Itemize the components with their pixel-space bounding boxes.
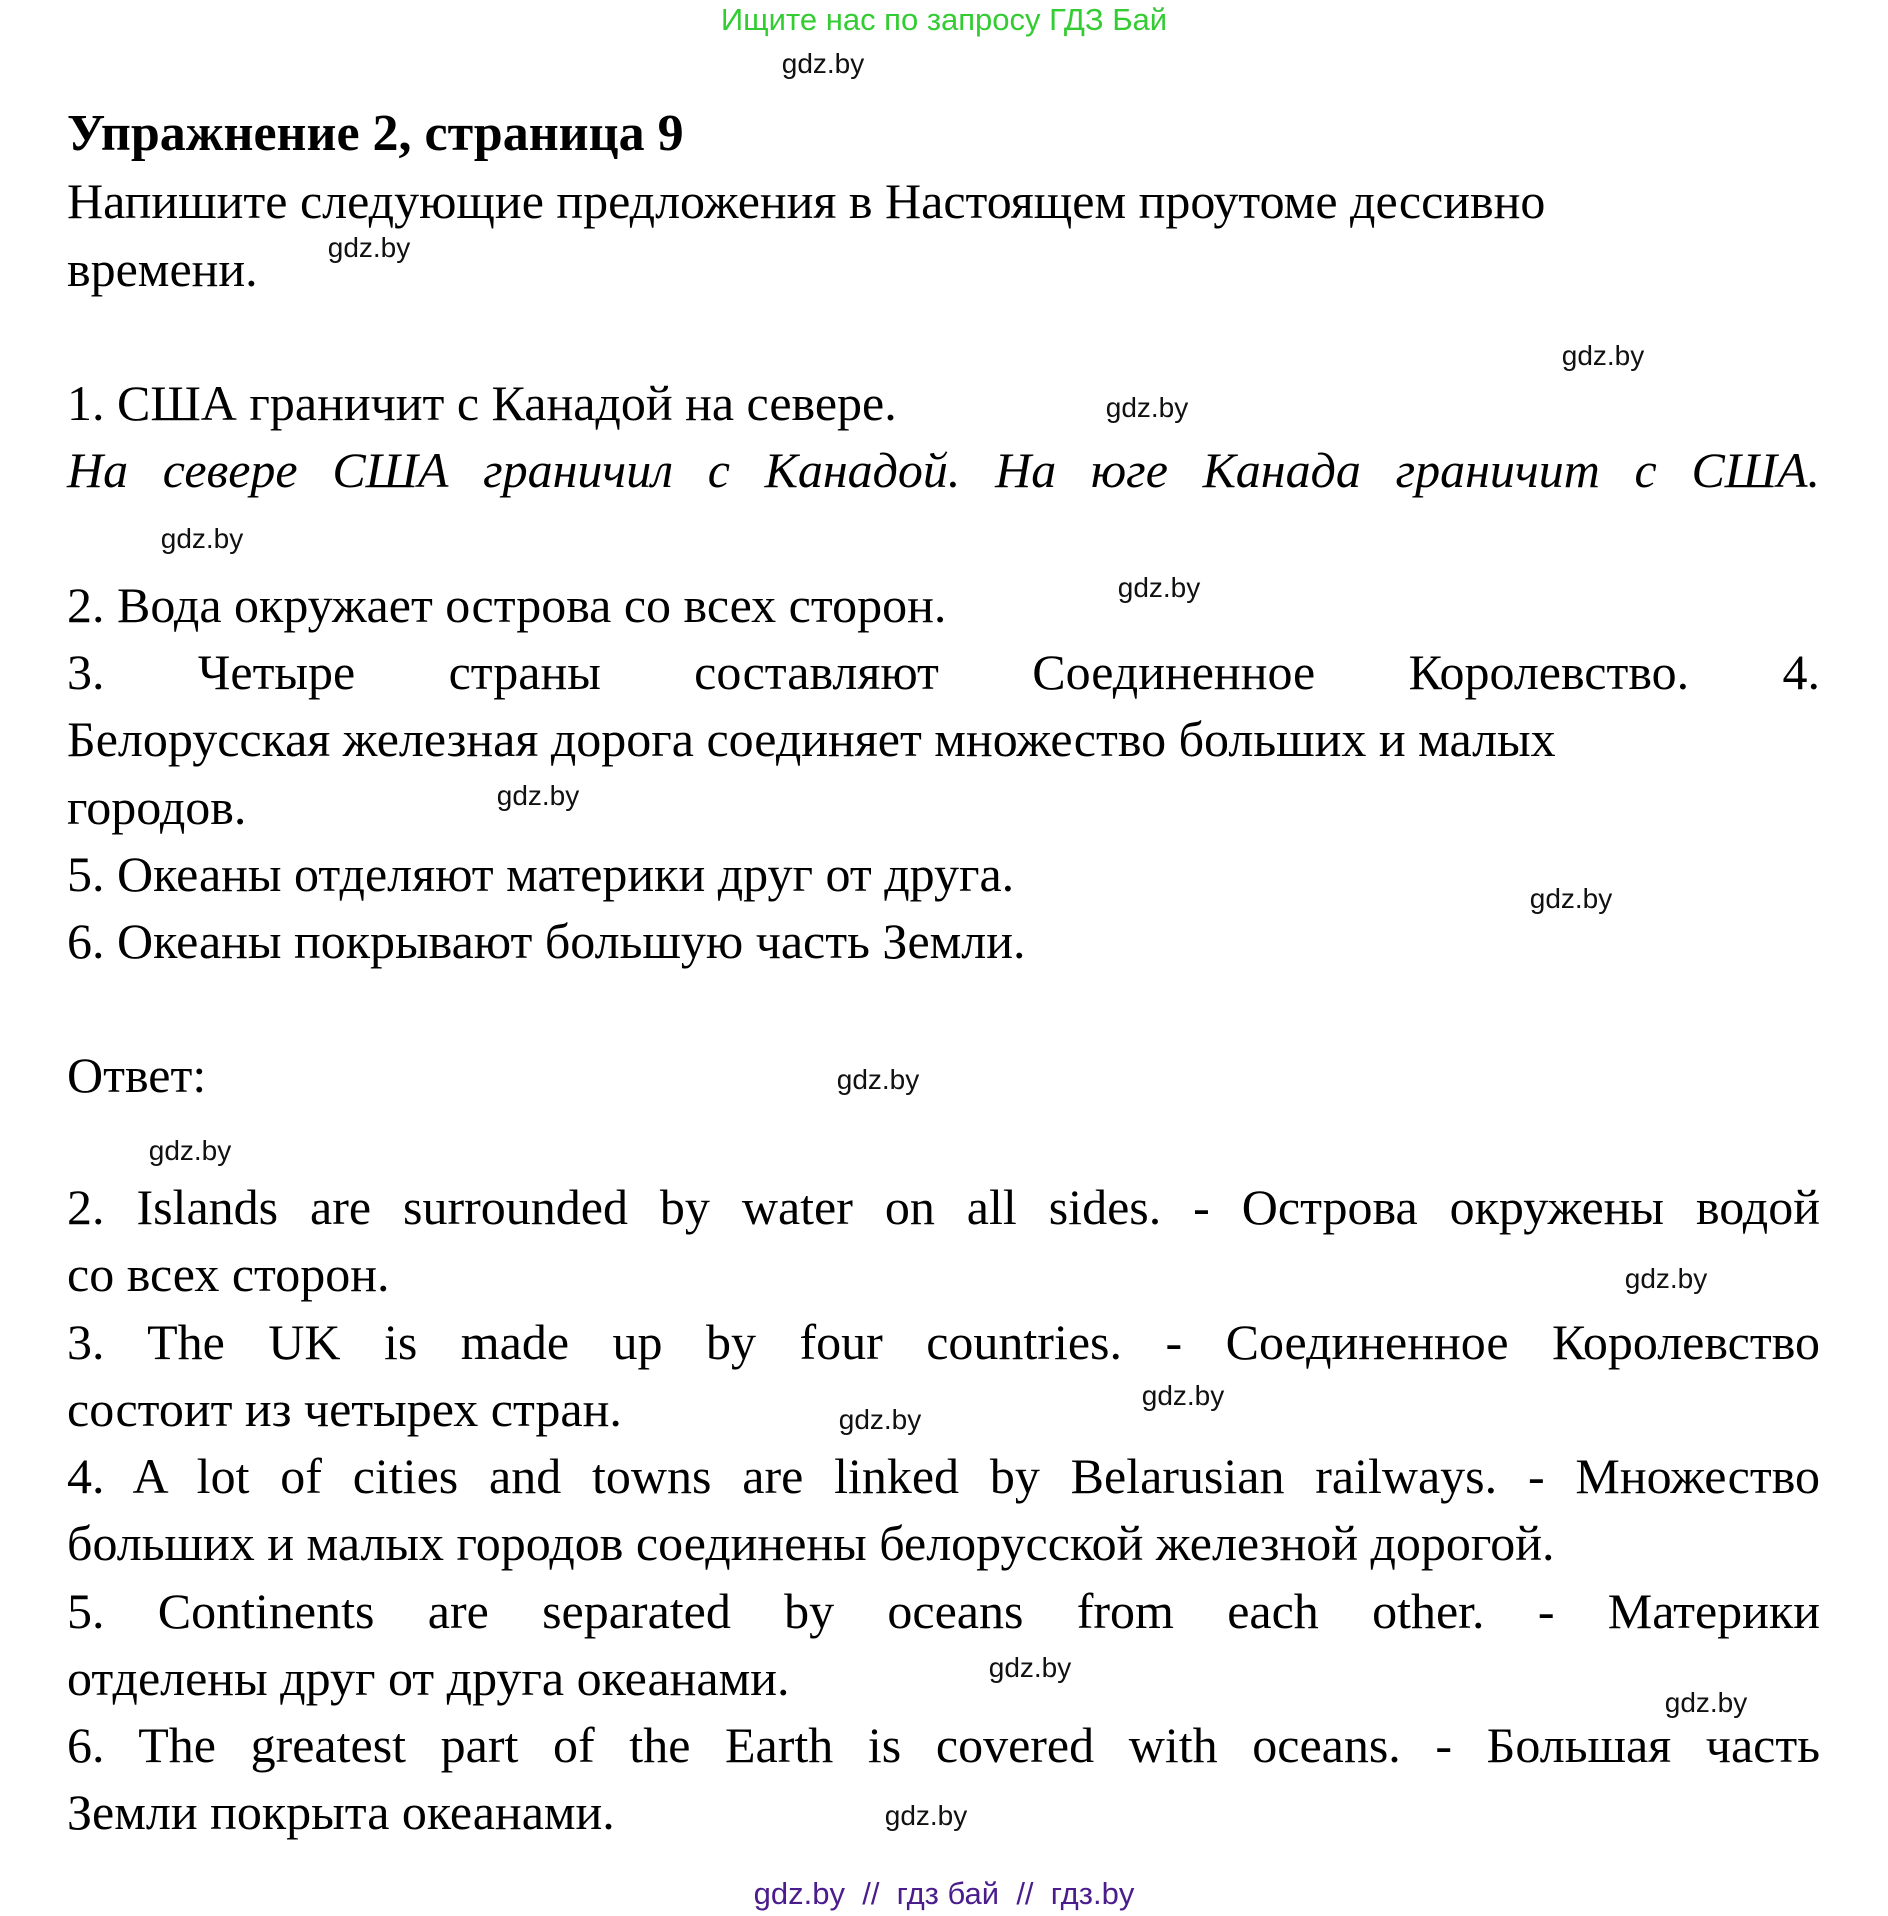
- watermark: gdz.by: [148, 1135, 232, 1166]
- footer-links[interactable]: gdz.by // гдз бай // гдз.by: [753, 1876, 1135, 1911]
- sentence-5: 5. Океаны отделяют материки друг от друга.: [67, 846, 1015, 902]
- answer-4: 4. A lot of cities and towns are linked by Belarusian railways. - Множество: [67, 1448, 1820, 1504]
- watermark: gdz.by: [988, 1652, 1072, 1683]
- sentence-1-italic: На севере США граничил с Канадой. На юге Канада граничит с США.: [67, 442, 1820, 498]
- answer-6-cont: Земли покрыта океанами.: [67, 1784, 615, 1840]
- sentence-2: 2. Вода окружает острова со всех сторон.: [67, 577, 947, 633]
- sentence-1: 1. США граничит с Канадой на севере.: [67, 375, 897, 431]
- watermark: gdz.by: [1141, 1380, 1225, 1411]
- sentence-3: 3. Четыре страны составляют Соединенное Королевство. 4.: [67, 644, 1820, 700]
- watermark: gdz.by: [327, 232, 411, 263]
- sentence-4-cont: городов.: [67, 779, 247, 835]
- answer-5-cont: отделены друг от друга океанами.: [67, 1650, 790, 1706]
- watermark: gdz.by: [1105, 392, 1189, 423]
- watermark: gdz.by: [1664, 1687, 1748, 1718]
- answer-2-cont: со всех сторон.: [67, 1246, 390, 1302]
- instruction-line: времени.: [67, 241, 258, 297]
- answer-3: 3. The UK is made up by four countries. - Соединенное Королевство: [67, 1314, 1820, 1370]
- answer-4-cont: больших и малых городов соединены белорусской железной дорогой.: [67, 1515, 1555, 1571]
- watermark: gdz.by: [496, 780, 580, 811]
- header-banner[interactable]: Ищите нас по запросу ГДЗ Бай: [720, 2, 1168, 37]
- watermark: gdz.by: [884, 1800, 968, 1831]
- watermark: gdz.by: [1561, 340, 1645, 371]
- sentence-6: 6. Океаны покрывают большую часть Земли.: [67, 913, 1026, 969]
- answer-heading: Ответ:: [67, 1047, 207, 1103]
- instruction-line: Напишите следующие предложения в Настоящем проутоме дессивно: [67, 173, 1546, 229]
- sentence-4: Белорусская железная дорога соединяет множество больших и малых: [67, 711, 1556, 767]
- answer-3-cont: состоит из четырех стран.: [67, 1381, 622, 1437]
- watermark: gdz.by: [838, 1404, 922, 1435]
- answer-5: 5. Continents are separated by oceans from each other. - Материки: [67, 1583, 1820, 1639]
- watermark: gdz.by: [836, 1064, 920, 1095]
- answer-2: 2. Islands are surrounded by water on all sides. - Острова окружены водой: [67, 1179, 1820, 1235]
- answer-6: 6. The greatest part of the Earth is covered with oceans. - Большая часть: [67, 1717, 1820, 1773]
- watermark: gdz.by: [160, 523, 244, 554]
- watermark: gdz.by: [781, 48, 865, 79]
- watermark: gdz.by: [1117, 572, 1201, 603]
- watermark: gdz.by: [1529, 883, 1613, 914]
- watermark: gdz.by: [1624, 1263, 1708, 1294]
- page-title: Упражнение 2, страница 9: [67, 105, 684, 162]
